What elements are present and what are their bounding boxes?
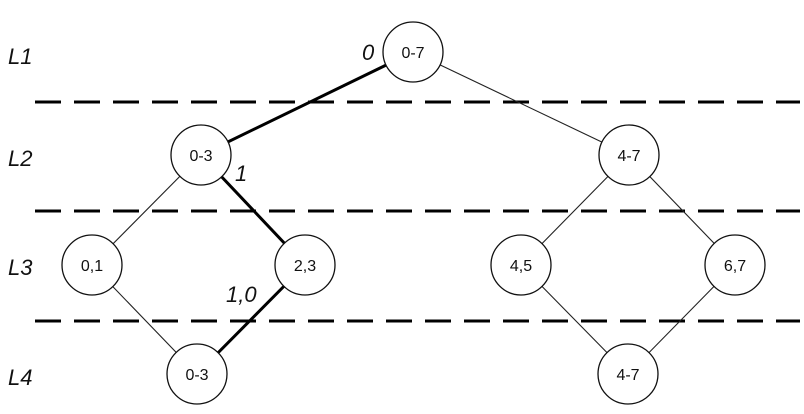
node-l3-c-label: 4,5 bbox=[509, 258, 533, 275]
node-l3-d bbox=[705, 235, 765, 295]
level-label-l2: L2 bbox=[8, 146, 33, 171]
level-label-l4: L4 bbox=[8, 365, 33, 390]
node-l3-d-label: 6,7 bbox=[723, 258, 747, 275]
node-l4-left-label: 0-3 bbox=[185, 367, 209, 384]
node-root-label: 0-7 bbox=[401, 45, 425, 62]
node-l3-a bbox=[62, 235, 122, 295]
node-l3-c bbox=[491, 235, 551, 295]
node-l3-b bbox=[275, 235, 335, 295]
node-l4-left bbox=[167, 344, 227, 404]
node-l2-left-label: 0-3 bbox=[189, 148, 213, 165]
node-l4-right-label: 4-7 bbox=[616, 367, 640, 384]
edge-label-root-to-l2-left: 0 bbox=[362, 40, 375, 65]
node-l2-left bbox=[171, 125, 231, 185]
node-l4-right bbox=[598, 344, 658, 404]
level-label-l1: L1 bbox=[8, 44, 33, 69]
node-l2-right-label: 4-7 bbox=[617, 148, 641, 165]
level-label-l3: L3 bbox=[8, 255, 33, 280]
node-l3-b-label: 2,3 bbox=[293, 258, 317, 275]
node-root bbox=[383, 22, 443, 82]
node-l3-a-label: 0,1 bbox=[80, 258, 104, 275]
edge-label-l3-b-to-l4-left: 1,0 bbox=[226, 282, 257, 307]
node-l2-right bbox=[599, 125, 659, 185]
edge-label-l2-left-to-l3-b: 1 bbox=[235, 161, 248, 186]
